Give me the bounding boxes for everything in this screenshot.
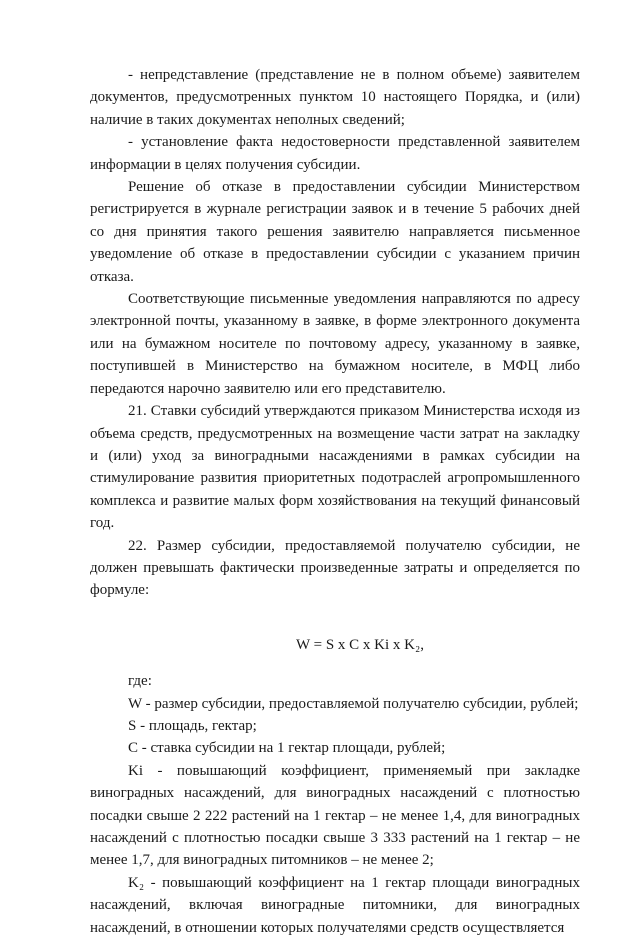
where-label: где: [128, 673, 152, 690]
paragraph-item-21: 21. Ставки субсидий утверждаются приказом Министерства исходя из объема средств, предусмотренных на возмещение части затрат на закладку и (или) уход за виноградными насаждениями в рамках субсидии на стимулирование развития приоритетных подотраслей агропромышленного комплекса и развитие малых форм хозяйствования на текущий финансовый год. [90, 403, 580, 532]
paragraph-item-22: 22. Размер субсидии, предоставляемой получателю субсидии, не должен превышать фактически произведенные затраты и определяется по формуле: [90, 537, 580, 599]
paragraph-notifications: Соответствующие письменные уведомления направляются по адресу электронной почты, указанному в заявке, в форме электронного документа или на бумажном носителе по почтовому адресу, указанному в заявке, поступившей в Министерство на бумажном носителе, в МФЦ либо передаются нарочно заявителю или его представителю. [90, 291, 580, 397]
paragraph-unreliable-info: - установление факта недостоверности представленной заявителем информации в целях получения субсидии. [90, 134, 580, 173]
definition-s: S - площадь, гектар; [128, 717, 257, 734]
definition-c: C - ставка субсидии на 1 гектар площади, рублей; [128, 740, 446, 757]
definition-ki: Ki - повышающий коэффициент, применяемый при закладке виноградных насаждений, для виноградных насаждений с плотностью посадки свыше 2 222 растений на 1 гектар – не менее 1,4, для виноградных насаждений с плотностью посадки свыше 3 333 растений на 1 гектар – не менее 1,7, для виноградных питомников – не менее 2; [90, 762, 580, 869]
paragraph-nonsubmission: - непредставление (представление не в полном объеме) заявителем документов, предусмотренных пунктом 10 настоящего Порядка, и (или) наличие в таких документах неполных сведений; [90, 67, 580, 128]
subsidy-formula: W = S x C x Ki x K₂, [295, 636, 424, 653]
definition-k2: K₂ - повышающий коэффициент на 1 гектар площади виноградных насаждений, включая виноградные питомники, для виноградных насаждений, в отношении которых получателями средств осуществляется [90, 874, 580, 936]
paragraph-refusal-decision: Решение об отказе в предоставлении субсидии Министерством регистрируется в журнале регистрации заявок и в течение 5 рабочих дней со дня принятия такого решения заявителю направляется письменное уведомление об отказе в предоставлении субсидии с указанием причин отказа. [90, 179, 580, 285]
definition-w: W - размер субсидии, предоставляемой получателю субсидии, рублей; [128, 695, 579, 712]
